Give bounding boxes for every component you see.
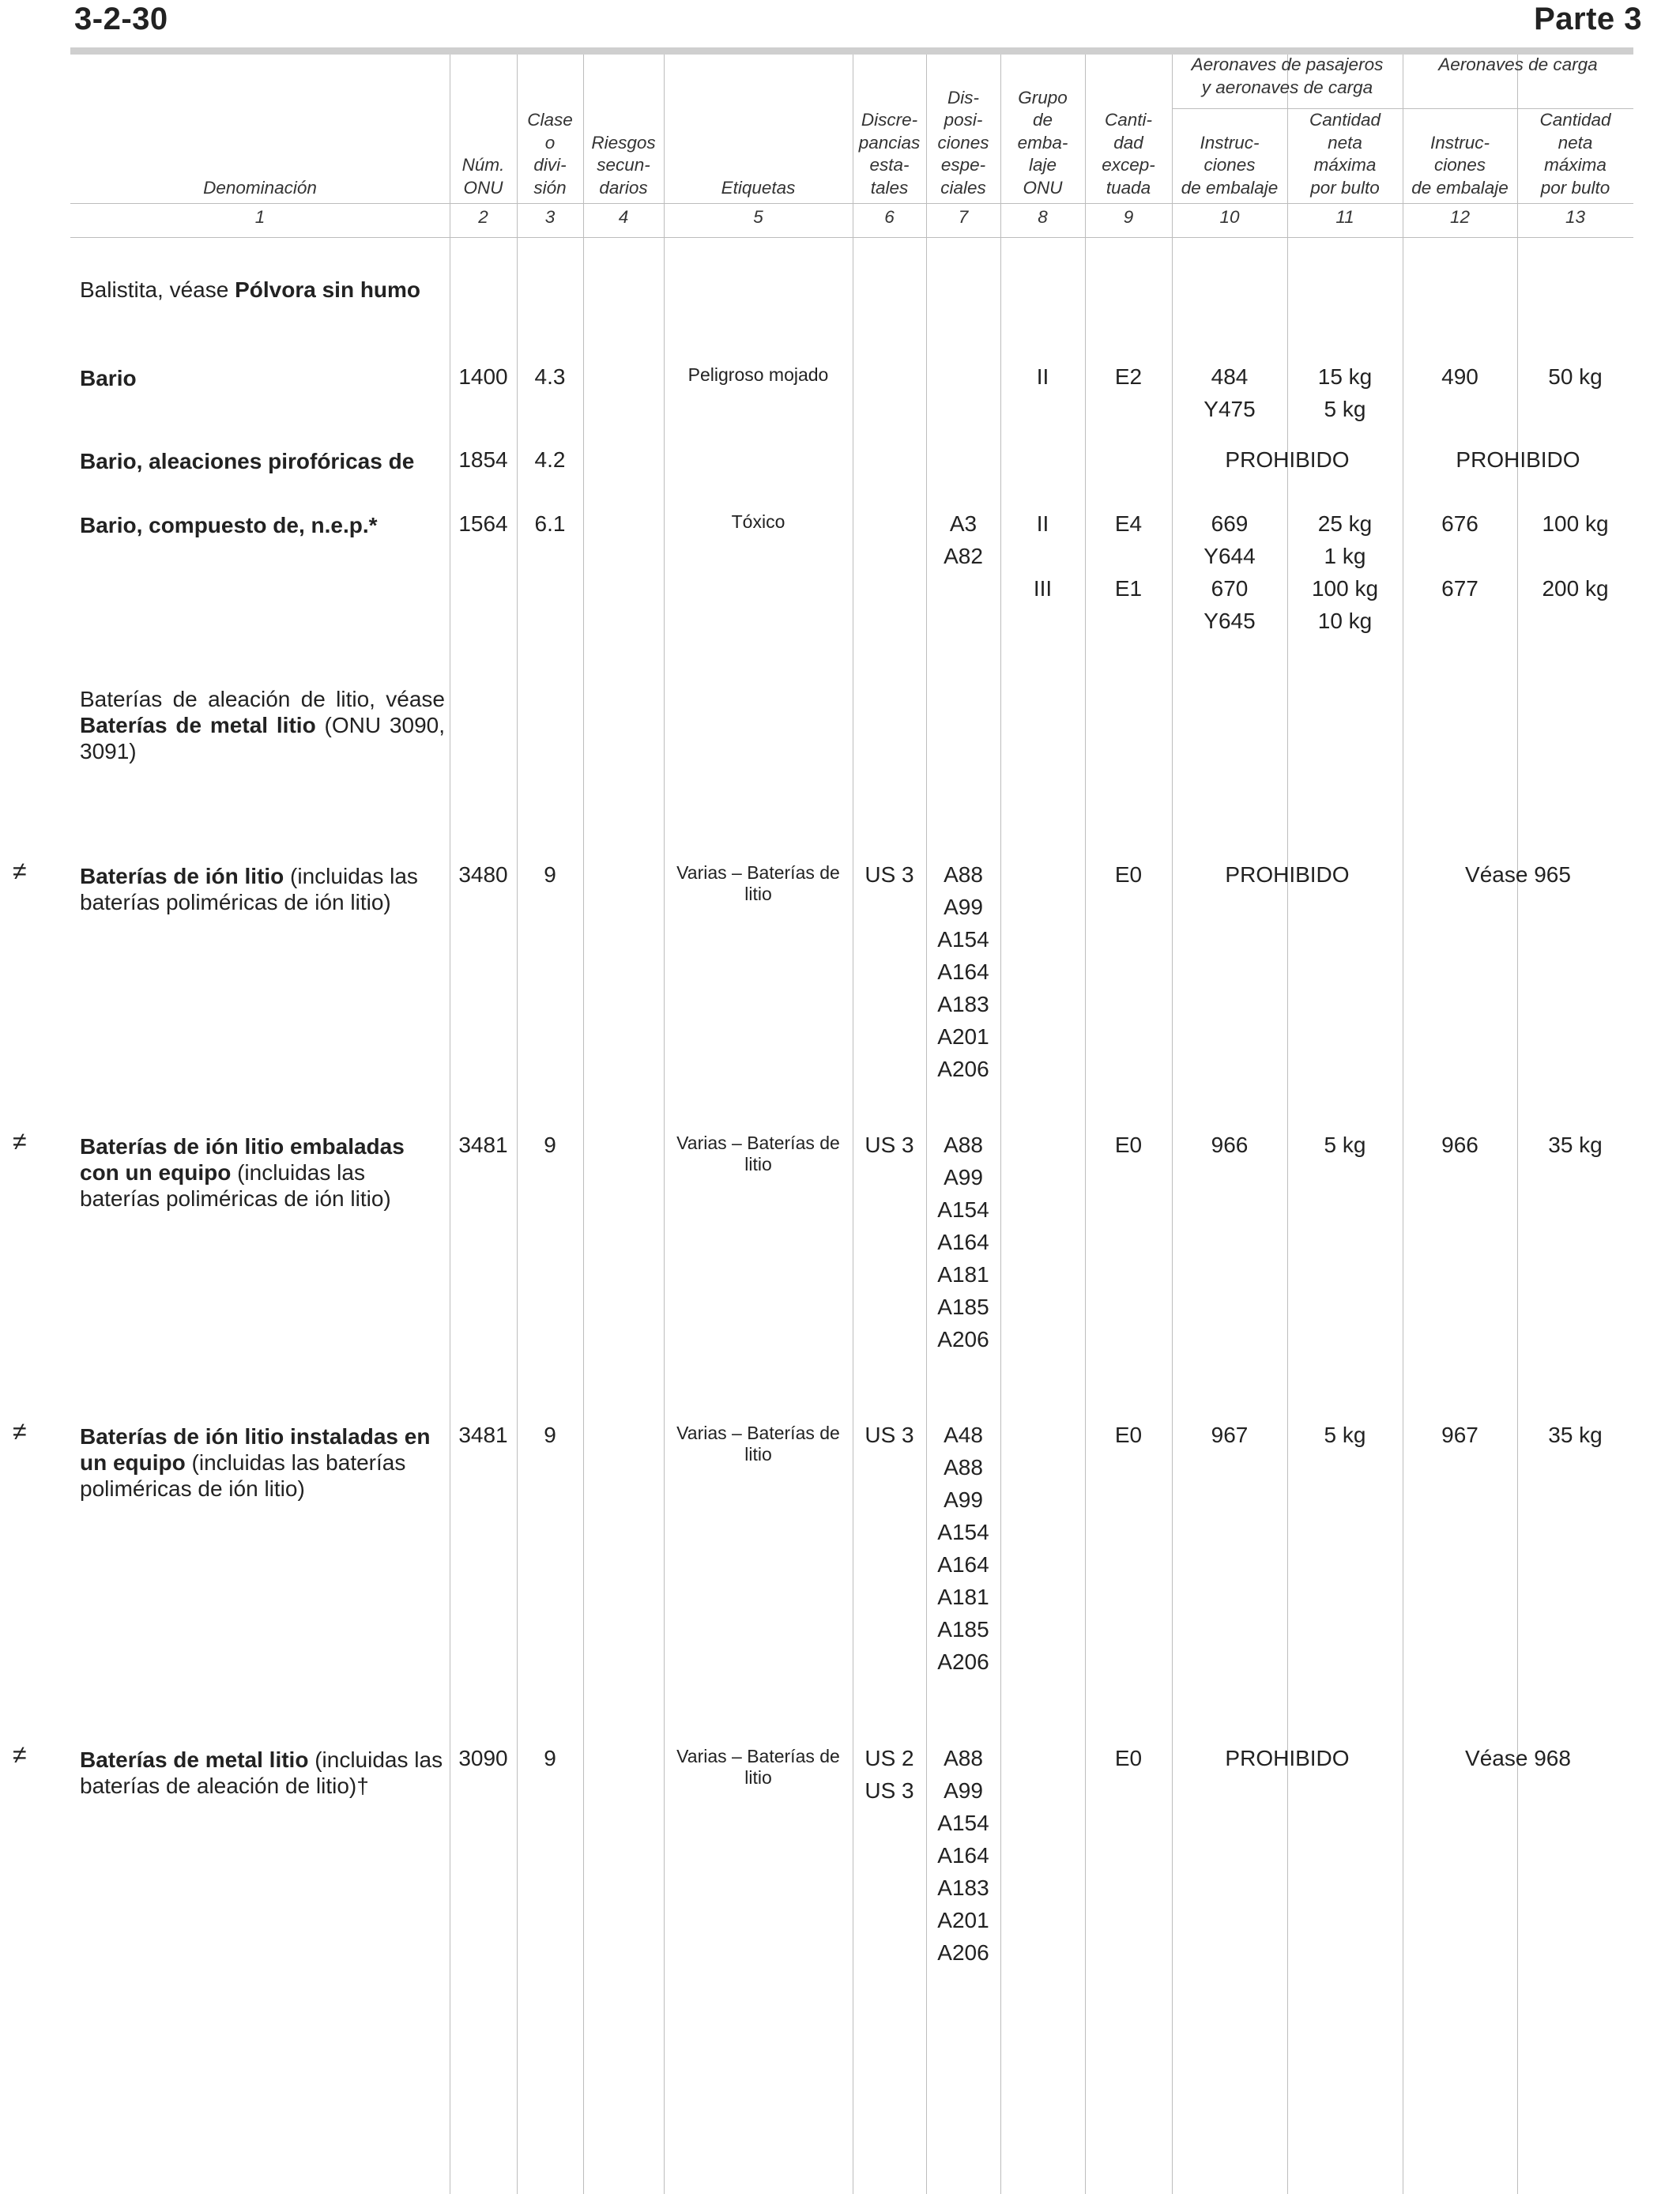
passenger-aircraft-status: PROHIBIDO bbox=[1225, 862, 1350, 887]
entry-name-bold-part: Bario, aleaciones pirofóricas de bbox=[80, 449, 415, 473]
labels: Varias – Baterías de litio bbox=[676, 1746, 840, 1788]
cargo-packing-instruction: 676 677 bbox=[1441, 511, 1478, 601]
column-header-carga-group: Aeronaves de carga bbox=[1438, 55, 1598, 74]
passenger-packing-instruction: 669 Y644 670 Y645 bbox=[1203, 511, 1256, 633]
un-number: 3481 bbox=[458, 1133, 508, 1157]
entry-name-part: (incluidas las baterías poliméricas de ión litio) bbox=[80, 864, 418, 914]
excepted-quantity: E0 bbox=[1114, 1423, 1143, 1447]
packing-group: II III bbox=[1033, 511, 1053, 601]
state-variations: US 3 bbox=[864, 1423, 914, 1447]
packing-group: II bbox=[1036, 364, 1049, 389]
entry-name bbox=[80, 686, 445, 764]
excepted-quantity: E0 bbox=[1114, 862, 1143, 887]
entry-name-bold-part: Baterías de ión litio bbox=[80, 864, 284, 888]
entry-name-bold-part: Bario, compuesto de, n.e.p.* bbox=[80, 513, 378, 537]
hazard-class: 9 bbox=[544, 862, 556, 887]
entry-name-bold-part: Baterías de metal litio bbox=[80, 713, 316, 737]
labels: Varias – Baterías de litio bbox=[676, 862, 840, 904]
column-divider bbox=[664, 55, 665, 2194]
entry-name-bold-part: Baterías de metal litio bbox=[80, 1747, 309, 1772]
entry-name-part: Balistita, véase bbox=[80, 277, 235, 302]
column-number: 4 bbox=[618, 207, 629, 227]
cargo-packing-instruction: 967 bbox=[1441, 1423, 1478, 1447]
entry-name bbox=[80, 277, 445, 303]
entry-name bbox=[80, 1133, 445, 1212]
cargo-aircraft-status: PROHIBIDO bbox=[1456, 447, 1580, 472]
column-number: 10 bbox=[1219, 207, 1240, 227]
labels: Varias – Baterías de litio bbox=[676, 1423, 840, 1465]
cargo-max-quantity: 50 kg bbox=[1548, 364, 1603, 389]
column-header-num_onu: Núm. ONU bbox=[461, 155, 505, 198]
entry-name-part: (incluidas las baterías de aleación de litio)† bbox=[80, 1747, 443, 1798]
entry-name bbox=[80, 1423, 445, 1502]
column-number: 9 bbox=[1123, 207, 1134, 227]
column-header-denominacion: Denominación bbox=[203, 177, 317, 198]
state-variations: US 2 US 3 bbox=[864, 1746, 914, 1803]
entry-name-bold-part: Baterías de ión litio instaladas en un equipo bbox=[80, 1424, 431, 1475]
cargo-max-quantity: 100 kg 200 kg bbox=[1542, 511, 1609, 601]
page-number: 3-2-30 bbox=[74, 2, 168, 36]
column-header-etiquetas: Etiquetas bbox=[721, 177, 796, 198]
entry-name-part: (incluidas las baterías poliméricas de ión litio) bbox=[80, 1450, 406, 1501]
passenger-aircraft-status: PROHIBIDO bbox=[1225, 1746, 1350, 1770]
column-number: 1 bbox=[254, 207, 266, 227]
passenger-aircraft-status: PROHIBIDO bbox=[1225, 447, 1350, 472]
entry-name-part: Baterías de aleación de litio, véase bbox=[80, 687, 445, 711]
change-mark: ≠ bbox=[13, 1740, 27, 1769]
entry-name bbox=[80, 448, 445, 474]
column-header-pax_qty: Cantidad neta máxima por bulto bbox=[1309, 110, 1381, 198]
column-header-cargo_instr: Instruc- ciones de embalaje bbox=[1411, 132, 1509, 198]
change-mark: ≠ bbox=[13, 857, 27, 885]
un-number: 3480 bbox=[458, 862, 508, 887]
column-number: 2 bbox=[478, 207, 488, 227]
special-provisions: A3 A82 bbox=[944, 511, 983, 568]
column-number: 12 bbox=[1449, 207, 1471, 227]
column-divider bbox=[583, 55, 584, 2194]
cargo-packing-instruction: 490 bbox=[1441, 364, 1478, 389]
hazard-class: 4.3 bbox=[534, 364, 566, 389]
hazard-class: 9 bbox=[544, 1133, 556, 1157]
column-header-grupo: Grupo de emba- laje ONU bbox=[1017, 87, 1068, 198]
special-provisions: A48 A88 A99 A154 A164 A181 A185 A206 bbox=[937, 1423, 989, 1674]
column-header-pax_instr: Instruc- ciones de embalaje bbox=[1181, 132, 1279, 198]
entry-name bbox=[80, 1747, 445, 1799]
column-number: 13 bbox=[1565, 207, 1586, 227]
special-provisions: A88 A99 A154 A164 A181 A185 A206 bbox=[937, 1133, 989, 1351]
un-number: 3481 bbox=[458, 1423, 508, 1447]
passenger-packing-instruction: 966 bbox=[1211, 1133, 1249, 1157]
entry-name-bold-part: Baterías de ión litio embaladas con un equipo bbox=[80, 1134, 405, 1185]
labels: Peligroso mojado bbox=[687, 364, 829, 385]
column-number: 8 bbox=[1038, 207, 1048, 227]
column-number-rule bbox=[70, 237, 1633, 238]
passenger-packing-instruction: 484 Y475 bbox=[1203, 364, 1256, 421]
column-number: 5 bbox=[753, 207, 763, 227]
excepted-quantity: E2 bbox=[1114, 364, 1143, 389]
cargo-max-quantity: 35 kg bbox=[1548, 1423, 1603, 1447]
un-number: 1564 bbox=[458, 511, 508, 536]
labels: Tóxico bbox=[731, 511, 785, 532]
column-number: 11 bbox=[1335, 207, 1354, 227]
labels: Varias – Baterías de litio bbox=[676, 1133, 840, 1174]
cargo-aircraft-status: Véase 965 bbox=[1465, 862, 1571, 887]
column-number: 3 bbox=[544, 207, 556, 227]
change-mark: ≠ bbox=[13, 1417, 27, 1446]
part-title: Parte 3 bbox=[1534, 2, 1642, 36]
un-number: 1400 bbox=[458, 364, 508, 389]
cargo-max-quantity: 35 kg bbox=[1548, 1133, 1603, 1157]
passenger-packing-instruction: 967 bbox=[1211, 1423, 1249, 1447]
un-number: 1854 bbox=[458, 447, 508, 472]
header-bottom-rule bbox=[70, 203, 1633, 204]
cargo-packing-instruction: 966 bbox=[1441, 1133, 1478, 1157]
column-header-cantidad_exceptuada: Canti- dad excep- tuada bbox=[1102, 110, 1155, 198]
passenger-max-quantity: 15 kg 5 kg bbox=[1317, 364, 1373, 421]
change-mark: ≠ bbox=[13, 1127, 27, 1155]
column-number: 6 bbox=[884, 207, 895, 227]
entry-name bbox=[80, 365, 445, 391]
column-header-riesgos: Riesgos secun- darios bbox=[591, 132, 656, 198]
state-variations: US 3 bbox=[864, 1133, 914, 1157]
hazard-class: 4.2 bbox=[534, 447, 566, 472]
cargo-aircraft-status: Véase 968 bbox=[1465, 1746, 1571, 1770]
state-variations: US 3 bbox=[864, 862, 914, 887]
passenger-max-quantity: 5 kg bbox=[1324, 1423, 1366, 1447]
entry-name-bold-part: Pólvora sin humo bbox=[235, 277, 421, 302]
entry-name-part: (incluidas las baterías poliméricas de ión litio) bbox=[80, 1160, 391, 1211]
entry-name-part: (ONU 3090, 3091) bbox=[80, 713, 445, 763]
column-header-discrepancias: Discre- pancias esta- tales bbox=[858, 110, 921, 198]
column-header-pasajeros-group: Aeronaves de pasajeros y aeronaves de carga bbox=[1191, 55, 1384, 97]
column-header-cargo_qty: Cantidad neta máxima por bulto bbox=[1539, 110, 1611, 198]
entry-name bbox=[80, 512, 445, 538]
column-header-clase: Clase o divi- sión bbox=[527, 110, 573, 198]
entry-name bbox=[80, 863, 445, 915]
passenger-max-quantity: 5 kg bbox=[1324, 1133, 1366, 1157]
passenger-max-quantity: 25 kg 1 kg 100 kg 10 kg bbox=[1311, 511, 1379, 633]
column-header-disposiciones: Dis- posi- ciones espe- ciales bbox=[937, 87, 989, 198]
special-provisions: A88 A99 A154 A164 A183 A201 A206 bbox=[937, 1746, 989, 1965]
hazard-class: 9 bbox=[544, 1746, 556, 1770]
special-provisions: A88 A99 A154 A164 A183 A201 A206 bbox=[937, 862, 989, 1081]
hazard-class: 6.1 bbox=[534, 511, 566, 536]
hazard-class: 9 bbox=[544, 1423, 556, 1447]
un-number: 3090 bbox=[458, 1746, 508, 1770]
excepted-quantity: E0 bbox=[1114, 1133, 1143, 1157]
excepted-quantity: E4 E1 bbox=[1114, 511, 1143, 601]
column-number: 7 bbox=[958, 207, 969, 227]
excepted-quantity: E0 bbox=[1114, 1746, 1143, 1770]
entry-name-bold-part: Bario bbox=[80, 366, 137, 390]
